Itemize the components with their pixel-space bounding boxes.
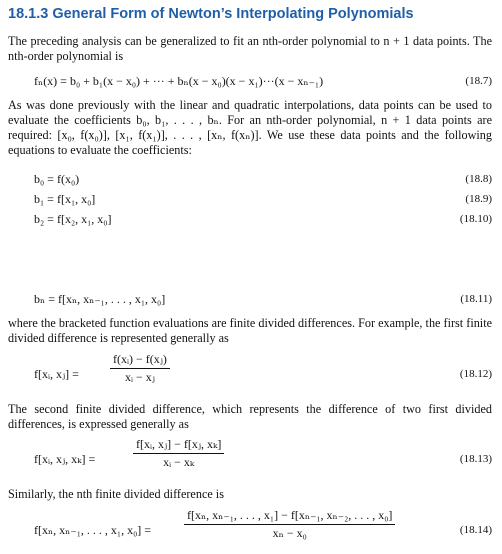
equation-18-12-fraction [110,352,170,385]
equation-18-13-numerator: f[xᵢ, xⱼ] − f[xⱼ, xₖ] [133,437,224,454]
equation-18-14-numerator: f[xₙ, xₙ₋₁, . . . , x₁] − f[xₙ₋₁, xₙ₋₂, . . . , x₀] [184,508,395,525]
equation-18-10: b₂ = f[x₂, x₁, x₀] [34,212,112,226]
equation-number-18-11: (18.11) [460,293,492,305]
equation-18-13-denominator: xᵢ − xₖ [163,455,195,469]
section-title: 18.1.3 General Form of Newton’s Interpolating Polynomials [8,6,414,22]
equation-number-18-9: (18.9) [465,193,492,205]
equation-number-18-12: (18.12) [459,368,492,380]
equation-18-11: bₙ = f[xₙ, xₙ₋₁, . . . , x₁, x₀] [34,292,166,306]
equation-18-12-lhs: f[xᵢ, xⱼ] = [34,367,79,381]
paragraph-second-difference: The second finite divided difference, which represents the difference of two first divided differences, is expressed generally as [8,402,492,431]
equation-number-18-13: (18.13) [459,453,492,465]
equation-18-13-fraction [133,437,224,470]
equation-number-18-14: (18.14) [459,524,492,536]
paragraph-intro: The preceding analysis can be generalized to fit an nth-order polynomial to n + 1 data points. The nth-order polynomial is [8,34,492,63]
paragraph-coefficients: As was done previously with the linear and quadratic interpolations, data points can be used to evaluate the coefficients b₀, b₁, . . . , bₙ. For an nth-order polynomial, n + 1 data points are required: [x₀, f(x₀)], [x₁, f(x₁)], . . . , [xₙ, f(xₙ)]. We use these data points and the following equations to evaluate the coefficients: [8,98,492,157]
equation-18-8: b₀ = f(x₀) [34,172,80,186]
equation-number-18-7: (18.7) [465,75,492,87]
equation-18-13-lhs: f[xᵢ, xⱼ, xₖ] = [34,452,96,466]
paragraph-divided-differences: where the bracketed function evaluations are finite divided differences. For example, the first finite divided difference is represented generally as [8,316,492,345]
equation-18-12-numerator: f(xᵢ) − f(xⱼ) [110,352,170,369]
equation-18-9: b₁ = f[x₁, x₀] [34,192,96,206]
paragraph-nth-difference: Similarly, the nth finite divided difference is [8,487,224,501]
equation-18-14-lhs: f[xₙ, xₙ₋₁, . . . , x₁, x₀] = [34,523,152,537]
equation-18-7: fₙ(x) = b₀ + b₁(x − x₀) + ··· + bₙ(x − x₀)(x − x₁)···(x − xₙ₋₁) [34,74,324,88]
equation-18-12-denominator: xᵢ − xⱼ [124,370,155,384]
equation-number-18-10: (18.10) [459,213,492,225]
equation-18-14-denominator: xₙ − x₀ [272,526,307,540]
equation-18-14-fraction [184,508,395,541]
equation-number-18-8: (18.8) [465,173,492,185]
